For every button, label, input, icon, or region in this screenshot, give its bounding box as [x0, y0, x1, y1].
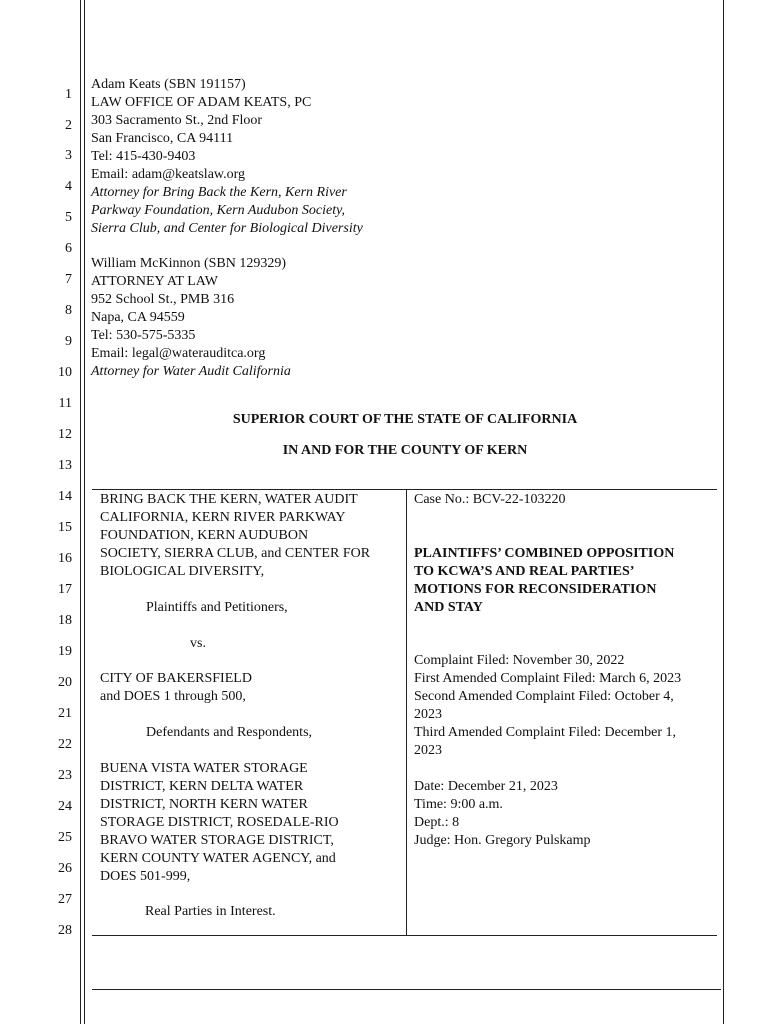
left-margin-rule-outer	[80, 0, 81, 1024]
line-number: 7	[65, 272, 72, 287]
line-number: 8	[65, 303, 72, 318]
line-number: 11	[58, 396, 72, 411]
line-number: 13	[58, 458, 72, 473]
line-number: 19	[58, 644, 72, 659]
filing-line: Second Amended Complaint Filed: October 4,	[414, 689, 674, 704]
defendant-line: CITY OF BAKERSFIELD	[100, 671, 252, 686]
line-number: 12	[58, 427, 72, 442]
document-title-line: TO KCWA’S AND REAL PARTIES’	[414, 564, 635, 579]
line-number: 25	[58, 830, 72, 845]
filing-line: Third Amended Complaint Filed: December 1,	[414, 725, 677, 740]
real-party-line: STORAGE DISTRICT, ROSEDALE-RIO	[100, 815, 339, 830]
defendant-line: and DOES 1 through 500,	[100, 689, 246, 704]
plaintiff-line: SOCIETY, SIERRA CLUB, and CENTER FOR	[100, 546, 371, 561]
plaintiffs-role: Plaintiffs and Petitioners,	[146, 600, 288, 615]
line-number: 27	[58, 892, 72, 907]
real-party-line: BRAVO WATER STORAGE DISTRICT,	[100, 833, 334, 848]
attorney-address-line2: Napa, CA 94559	[91, 310, 185, 325]
line-number: 20	[58, 675, 72, 690]
defendants-role: Defendants and Respondents,	[146, 725, 313, 740]
right-margin-rule	[723, 0, 724, 1024]
attorney-for-line1: Attorney for Bring Back the Kern, Kern River	[91, 185, 347, 200]
line-number: 9	[65, 334, 72, 349]
real-party-line: DOES 501-999,	[100, 869, 191, 884]
attorney-for-line1: Attorney for Water Audit California	[91, 364, 291, 379]
line-number: 28	[58, 923, 72, 938]
line-number: 6	[65, 241, 72, 256]
case-number: Case No.: BCV-22-103220	[414, 492, 566, 507]
line-number: 2	[65, 118, 72, 133]
line-number: 17	[58, 582, 72, 597]
line-number: 14	[58, 489, 72, 504]
real-parties-role: Real Parties in Interest.	[145, 904, 276, 919]
attorney-tel: Tel: 415-430-9403	[91, 149, 196, 164]
attorney-email: Email: adam@keatslaw.org	[91, 167, 246, 182]
document-title-line: PLAINTIFFS’ COMBINED OPPOSITION	[414, 546, 675, 561]
hearing-time: Time: 9:00 a.m.	[414, 797, 503, 812]
line-number: 3	[65, 148, 72, 163]
attorney-address-line2: San Francisco, CA 94111	[91, 131, 234, 146]
real-party-line: DISTRICT, KERN DELTA WATER	[100, 779, 304, 794]
attorney-name: William McKinnon (SBN 129329)	[91, 256, 287, 271]
hearing-judge: Judge: Hon. Gregory Pulskamp	[414, 833, 591, 848]
attorney-for-line2: Parkway Foundation, Kern Audubon Society,	[91, 203, 346, 218]
line-number: 21	[58, 706, 72, 721]
document-title-line: MOTIONS FOR RECONSIDERATION	[414, 582, 657, 597]
plaintiff-line: BRING BACK THE KERN, WATER AUDIT	[100, 492, 358, 507]
attorney-name: Adam Keats (SBN 191157)	[91, 77, 246, 92]
filing-line: 2023	[414, 743, 442, 758]
court-title-line2: IN AND FOR THE COUNTY OF KERN	[282, 443, 528, 458]
line-number: 1	[65, 87, 72, 102]
attorney-tel: Tel: 530-575-5335	[91, 328, 196, 343]
line-number: 16	[58, 551, 72, 566]
line-number: 23	[58, 768, 72, 783]
real-party-line: DISTRICT, NORTH KERN WATER	[100, 797, 308, 812]
hearing-date: Date: December 21, 2023	[414, 779, 558, 794]
left-margin-rule-inner	[84, 0, 85, 1024]
line-number: 5	[65, 210, 72, 225]
plaintiff-line: CALIFORNIA, KERN RIVER PARKWAY	[100, 510, 346, 525]
line-number: 24	[58, 799, 72, 814]
plaintiff-line: FOUNDATION, KERN AUDUBON	[100, 528, 309, 543]
attorney-email: Email: legal@waterauditca.org	[91, 346, 266, 361]
caption-top-rule	[92, 489, 717, 490]
line-number: 4	[65, 179, 72, 194]
line-number: 10	[58, 365, 72, 380]
filing-line: Complaint Filed: November 30, 2022	[414, 653, 625, 668]
line-number: 15	[58, 520, 72, 535]
attorney-for-line3: Sierra Club, and Center for Biological Diversity	[91, 221, 363, 236]
court-title-line1: SUPERIOR COURT OF THE STATE OF CALIFORNIA	[232, 412, 578, 427]
caption-bottom-rule	[92, 935, 717, 936]
line-number: 18	[58, 613, 72, 628]
filing-line: 2023	[414, 707, 442, 722]
attorney-address-line1: 952 School St., PMB 316	[91, 292, 235, 307]
attorney-firm: LAW OFFICE OF ADAM KEATS, PC	[91, 95, 312, 110]
footer-rule	[92, 989, 721, 990]
caption-divider	[406, 489, 407, 936]
attorney-address-line1: 303 Sacramento St., 2nd Floor	[91, 113, 263, 128]
hearing-dept: Dept.: 8	[414, 815, 460, 830]
versus: vs.	[190, 636, 206, 651]
filing-line: First Amended Complaint Filed: March 6, 2023	[414, 671, 682, 686]
document-title-line: AND STAY	[414, 600, 483, 615]
line-number: 26	[58, 861, 72, 876]
line-number: 22	[58, 737, 72, 752]
real-party-line: KERN COUNTY WATER AGENCY, and	[100, 851, 336, 866]
attorney-firm: ATTORNEY AT LAW	[91, 274, 218, 289]
plaintiff-line: BIOLOGICAL DIVERSITY,	[100, 564, 265, 579]
real-party-line: BUENA VISTA WATER STORAGE	[100, 761, 308, 776]
